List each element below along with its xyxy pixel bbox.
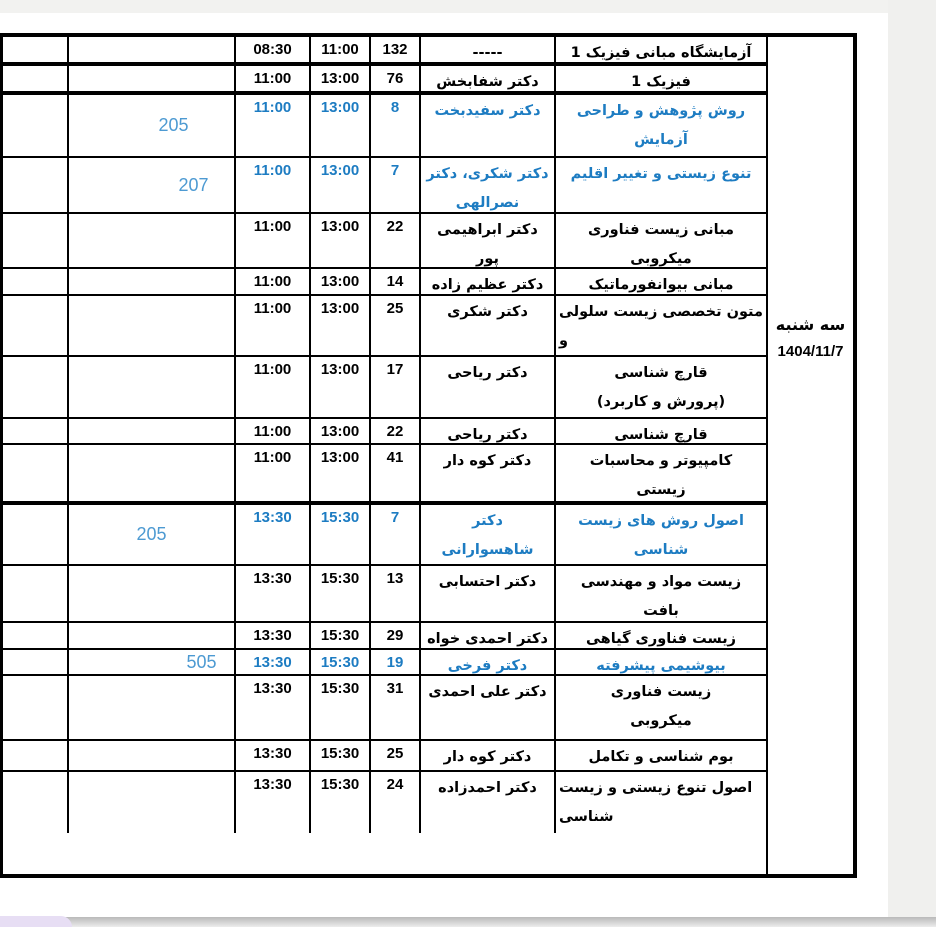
cell-count: 8 [371,95,421,156]
cell-course: مبانی بیوانفورماتیک [588,277,734,293]
cell-end-time: 13:00 [311,214,371,267]
cell-extra [3,296,69,355]
date-box [768,315,853,360]
cell-count: 29 [371,623,421,648]
cell-count: 7 [371,505,421,564]
cell-count: 19 [371,650,421,674]
cell-professor: دکتر احتسابی [421,566,556,621]
date-column-cell [766,37,853,874]
schedule-table [0,33,857,878]
cell-count: 13 [371,566,421,621]
room-number: 205 [158,115,189,135]
cell-start-time: 08:30 [236,37,311,62]
room-number: 207 [178,174,209,195]
cell-end-time: 11:00 [311,37,371,62]
room-number: 505 [186,651,217,672]
cell-course: آزمایشگاه مبانی فیزیک 1 [570,45,752,61]
cell-extra [3,445,69,501]
cell-end-time: 15:30 [311,505,371,564]
schedule-rows [3,37,766,874]
table-row [3,214,766,269]
table-row [3,772,766,833]
bottom-bar [0,917,936,927]
cell-room [69,676,236,739]
cell-course: مبانی زیست فناوری میکروبی [588,222,734,267]
cell-course: بوم شناسی و تکامل [588,749,734,765]
cell-start-time: 11:00 [236,419,311,443]
cell-extra [3,419,69,443]
cell-course: بیوشیمی پیشرفته [596,658,726,674]
cell-course: زیست فناوری گیاهی [585,631,737,647]
cell-start-time: 11:00 [236,269,311,294]
cell-room [69,296,236,355]
cell-professor: ----- [421,37,556,62]
cell-extra [3,158,69,212]
cell-course: روش پژوهش و طراحی آزمایش [576,103,746,148]
cell-professor: دکتر عظیم زاده [421,269,556,294]
cell-room [69,445,236,501]
cell-count: 24 [371,772,421,833]
cell-room [69,650,236,674]
cell-start-time: 13:30 [236,676,311,739]
table-row [3,650,766,676]
cell-course: قارچ شناسی (پرورش و کاربرد) [596,365,726,410]
cell-professor: دکتر احمدزاده [421,772,556,833]
cell-room [69,214,236,267]
cell-professor: دکتر شکری، دکتر نصرالهی [421,158,556,212]
cell-count: 17 [371,357,421,417]
cell-course: کامپیوتر و محاسبات زیستی [589,453,733,498]
cell-room [69,741,236,770]
cell-count: 25 [371,296,421,355]
table-row [3,445,766,505]
table-row [3,95,766,158]
cell-professor: دکتر احمدی خواه [421,623,556,648]
cell-count: 25 [371,741,421,770]
table-row [3,66,766,95]
table-row [3,37,766,66]
cell-professor: دکتر فرخی [421,650,556,674]
cell-course: تنوع زیستی و تغییر اقلیم [570,166,752,182]
cell-count: 22 [371,214,421,267]
cell-room [69,269,236,294]
cell-end-time: 13:00 [311,66,371,91]
cell-professor: دکتر علی احمدی [421,676,556,739]
cell-start-time: 11:00 [236,158,311,212]
cell-room [69,158,236,212]
cell-course: زیست فناوری میکروبی [610,684,712,729]
table-row [3,269,766,296]
date-label: 1404/11/7 [777,343,844,360]
cell-course: متون تخصصی زیست سلولی و [559,304,763,349]
cell-count: 7 [371,158,421,212]
table-row [3,676,766,741]
cell-end-time: 15:30 [311,650,371,674]
cell-end-time: 15:30 [311,623,371,648]
cell-start-time: 13:30 [236,623,311,648]
weekday-label: سه شنبه [775,315,846,334]
page-right-margin [888,0,936,927]
cell-end-time: 13:00 [311,419,371,443]
cell-professor: دکتر ابراهیمی پور [421,214,556,267]
cell-end-time: 15:30 [311,772,371,833]
cell-start-time: 11:00 [236,445,311,501]
cell-room [69,772,236,833]
cell-end-time: 13:00 [311,269,371,294]
cell-end-time: 15:30 [311,566,371,621]
cell-professor: دکتر سفیدبخت [421,95,556,156]
cell-count: 76 [371,66,421,91]
cell-extra [3,66,69,91]
table-row [3,505,766,566]
table-row [3,158,766,214]
table-row [3,296,766,357]
cell-professor: دکتر شفابخش [421,66,556,91]
cell-room [69,623,236,648]
cell-room [69,505,236,564]
corner-accent-shape [0,916,72,927]
cell-room [69,357,236,417]
cell-end-time: 13:00 [311,95,371,156]
cell-professor: دکتر کوه دار [421,741,556,770]
cell-professor: دکتر ریاحی [421,357,556,417]
cell-end-time: 13:00 [311,158,371,212]
cell-extra [3,269,69,294]
cell-count: 41 [371,445,421,501]
table-row [3,419,766,445]
cell-professor: دکتر ریاحی [421,419,556,443]
cell-extra [3,741,69,770]
cell-start-time: 11:00 [236,66,311,91]
cell-start-time: 11:00 [236,95,311,156]
cell-extra [3,357,69,417]
cell-end-time: 13:00 [311,296,371,355]
cell-professor: دکتر شاهسوارانی [421,505,556,564]
cell-extra [3,37,69,62]
cell-course: فیزیک 1 [631,74,691,90]
cell-start-time: 11:00 [236,296,311,355]
cell-start-time: 13:30 [236,650,311,674]
cell-count: 22 [371,419,421,443]
cell-room [69,37,236,62]
cell-end-time: 15:30 [311,676,371,739]
cell-count: 14 [371,269,421,294]
cell-start-time: 13:30 [236,741,311,770]
cell-end-time: 13:00 [311,357,371,417]
cell-end-time: 15:30 [311,741,371,770]
cell-extra [3,214,69,267]
cell-extra [3,676,69,739]
cell-start-time: 11:00 [236,357,311,417]
table-row [3,623,766,650]
cell-professor: دکتر کوه دار [421,445,556,501]
cell-room [69,95,236,156]
cell-room [69,419,236,443]
cell-room [69,66,236,91]
cell-extra [3,95,69,156]
cell-room [69,566,236,621]
cell-extra [3,505,69,564]
cell-count: 31 [371,676,421,739]
cell-extra [3,566,69,621]
cell-count: 132 [371,37,421,62]
cell-course: اصول تنوع زیستی و زیست شناسی [559,780,753,825]
table-row [3,741,766,772]
table-row [3,566,766,623]
room-number: 205 [136,524,167,544]
cell-extra [3,623,69,648]
cell-start-time: 13:30 [236,772,311,833]
cell-course: زیست مواد و مهندسی بافت [580,574,742,619]
cell-end-time: 13:00 [311,445,371,501]
cell-start-time: 11:00 [236,214,311,267]
cell-start-time: 13:30 [236,566,311,621]
cell-start-time: 13:30 [236,505,311,564]
table-row [3,357,766,419]
top-strip [0,0,936,13]
cell-extra [3,772,69,833]
cell-professor: دکتر شکری [421,296,556,355]
cell-course: قارچ شناسی [614,427,708,443]
cell-extra [3,650,69,674]
cell-course: اصول روش های زیست شناسی [578,513,744,558]
